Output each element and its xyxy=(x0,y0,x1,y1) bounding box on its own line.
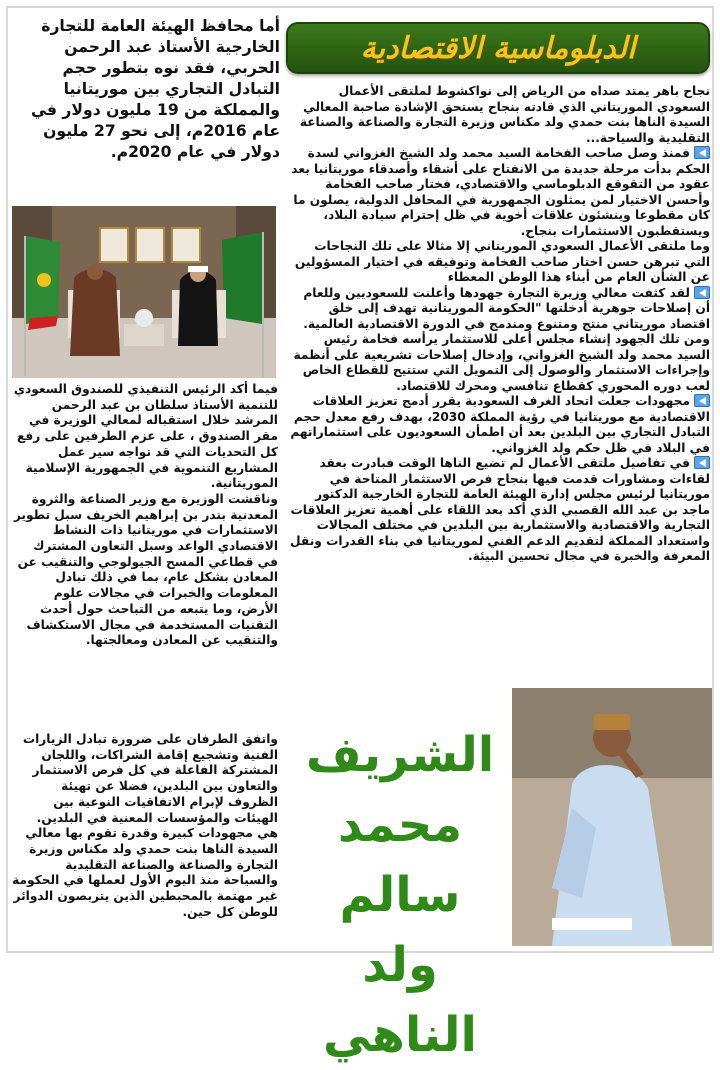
meeting-photo xyxy=(12,206,276,378)
paragraph: واتفق الطرفان على ضرورة تبادل الزيارات الفنية وتشجيع إقامة الشراكات، واللجان المشتركة الفاعلة في كل فرص الاستثمار والتعاون بين البلدين، فضلا عن تهيئة الظروف لإبرام الاتفاقيات النوعية بين الهيئات والمؤسسات المعنية في البلدين. xyxy=(22,732,278,825)
paragraph: في تفاصيل ملتقى الأعمال لم تضيع الناها الوقت فبادرت بعقد لقاءات ومشاورات قدمت فيها بنجاح فرص الاستثمار المتاحة في موريتانيا لرئيس مجلس إدارة الهيئة العامة للتجارة الخارجية الدكتور ماجد بن عبد الله القصبي الذي أكد بعد اللقاء على أهمية تعزيز العلاقات التجارية والاقتصادية والاستثمارية بين البلدين في مختلف المجالات واستعداد المملكة لتقديم الدعم الفني لموريتانيا في بناء القدرات ونقل المعرفة والخبرة في مجال تحسين البيئة. xyxy=(290,456,710,563)
paragraph: ومن تلك الجهود إنشاء مجلس أعلى للاستثمار يرأسه فخامة رئيس السيد محمد ولد الشيخ الغزواني، وإدخال إصلاحات تشريعية على أنظمة وإجراءات الاستثمار والوصول إلى التمويل التي ستتيح للقطاع الخاص لعب دوره المحوري كقطاع تنافسي ومحرك للاقتصاد. xyxy=(293,332,710,393)
author-photo xyxy=(512,688,712,946)
play-arrow-icon xyxy=(694,456,710,469)
paragraph: فمنذ وصل صاحب الفخامة السيد محمد ولد الشيخ الغزواني لسدة الحكم بدأت مرحلة جديدة من الانفتاح على أشقاء وأصدقاء موريتانيا بعد عقود من التقوقع الدبلوماسي والاقتصادي، فختار صاحب الفخامة وأحسن الاختيار لمن يمثلون الجمهورية في المحافل الدولية، يصلون ما كان مقطوعا وينشئون علاقات أخوية في ظل إحترام سيادة البلاد، ويستقطبون الاستثمارات بنجاح. xyxy=(291,146,710,238)
author-name xyxy=(300,720,500,1070)
paragraph: نجاح باهر يمتد صداه من الرياض إلى نواكشوط لملتقى الأعمال السعودي الموريتاني الذي قادته بنجاح يستحق الإشادة صاحبة المعالي السيدة الناها بنت حمدي ولد مكناس وزيرة التجارة والصناعة والصناعة التقليدية والسياحة... xyxy=(299,84,710,145)
left-column-upper xyxy=(12,382,278,649)
section-banner xyxy=(286,22,710,74)
play-arrow-icon xyxy=(694,394,710,407)
paragraph: هي مجهودات كبيرة وقدرة تقوم بها معالي السيدة الناها بنت حمدي ولد مكناس وزيرة التجارة والصناعة والصناعة التقليدية والسياحة منذ اليوم الأول لعملها في الحكومة غير مهتمة بالمحبطين الذين يتربصون الدوائر للوطن كل حين. xyxy=(12,826,278,919)
play-arrow-icon xyxy=(694,146,710,159)
author-name-line: محمد سالم xyxy=(337,797,463,923)
paragraph: فيما أكد الرئيس التنفيذي للصندوق السعودي للتنمية الأستاذ سلطان بن عبد الرحمن المرشد خلال استقباله لمعالي الوزيرة في مقر الصندوق ، على عزم الطرفين على رفع كل التحديات التي قد تواجه سير عمل المشاريع التنموية في الجمهورية الإسلامية الموريتانية. xyxy=(13,382,278,491)
author-name-line: ولد الناهي xyxy=(323,937,477,1063)
paragraph: وما ملتقى الأعمال السعودي الموريتاني إلا مثالا على تلك النجاحات التي تبرهن حسن اختار صاحب الفخامة وتوفيقه في اختيار المسؤولين عن الشأن العام من أبناء هذا الوطن المعطاء xyxy=(294,239,710,284)
play-arrow-icon xyxy=(694,286,710,299)
paragraph: وناقشت الوزيرة مع وزير الصناعة والثروة المعدنية بندر بن إبراهيم الخريف سبل تطوير الاستثمارات في موريتانيا ذات النشاط الاقتصادي الواعد وسبل التعاون المشترك في قطاعي المسح الجيولوجي والتنقيب عن المعادن بشكل عام، بما في ذلك تبادل المعلومات والخبرات في مجالات علوم الأرض، وما يتبعه من التباحث حول أحدث التقنيات المستخدمة في مجال الاستكشاف والتنقيب عن المعادن ومعالجتها. xyxy=(13,491,278,648)
headline-quote: أما محافظ الهيئة العامة للتجارة الخارجية الأستاذ عبد الرحمن الحربي، فقد نوه بتطور حجم التبادل التجاري بين موريتانيا والمملكة من 19 مليون دولار في عام 2016م، إلى نحو 27 مليون دولار في عام 2020م. xyxy=(31,17,280,161)
right-column xyxy=(290,84,710,565)
author-name-line: الشريف xyxy=(305,727,495,783)
paragraph: مجهودات جعلت اتحاد الغرف السعودية يقرر أدمج تعزيز العلاقات الاقتصادية مع موريتانيا في رؤية المملكة 2030، بهدف رفع معدل حجم التبادل التجاري بين البلدين بعد أن اطمأن السعوديون على استثماراتهم في البلاد في ظل حكم ولد الغزواني. xyxy=(290,394,710,455)
left-column-lower xyxy=(12,732,278,920)
paragraph: لقد كثفت معالي وزيرة التجارة جهودها وأعلنت للسعوديين وللعام أن إصلاحات جوهرية أدخلتها "الحكومة الموريتانية تهدف إلى خلق اقتصاد موريتاني منتج ومتنوع ومندمج في الدورة الاقتصادية العالمية. xyxy=(303,285,710,331)
banner-title: الدبلوماسية الاقتصادية xyxy=(360,30,636,66)
